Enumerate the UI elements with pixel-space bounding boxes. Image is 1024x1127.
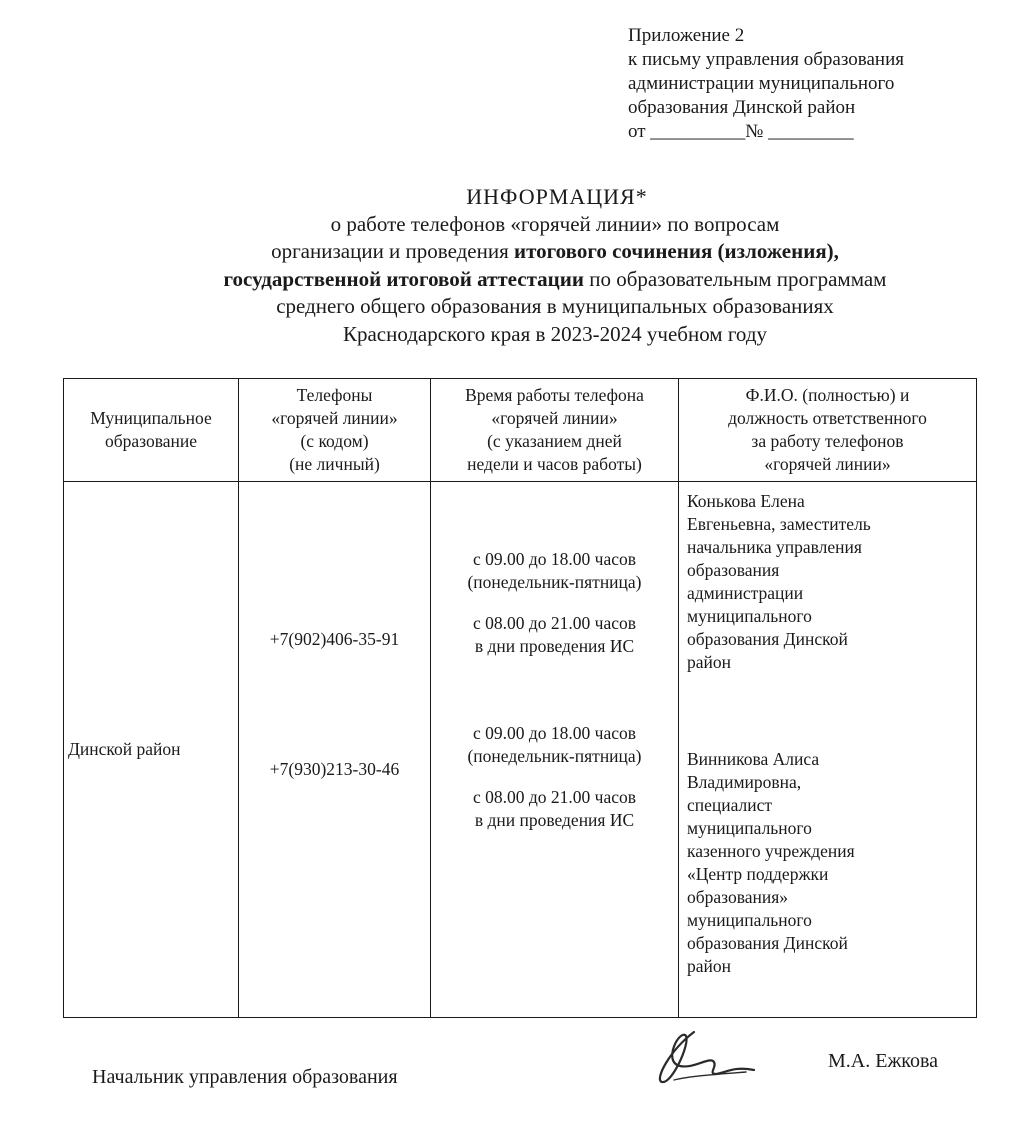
person-line: администрации <box>687 583 804 603</box>
header-responsible <box>679 379 977 482</box>
title-text: по образовательным программам <box>583 266 887 291</box>
person-line: муниципального <box>687 818 812 838</box>
person-line: муниципального <box>687 606 812 626</box>
title-text: организации и проведения <box>271 239 515 263</box>
header-line: недели и часов работы) <box>467 454 642 474</box>
person-line: специалист <box>687 795 773 815</box>
title-line: среднего общего образования в муниципальных образованиях <box>276 294 834 318</box>
person-line: образования» <box>687 887 789 907</box>
spacer <box>431 594 678 612</box>
header-line: Муниципальное <box>90 408 212 428</box>
work-time-line: с 08.00 до 21.00 часов <box>472 787 637 807</box>
person-line: Конькова Елена <box>687 491 805 511</box>
header-work-time <box>431 379 679 482</box>
responsible-person <box>687 748 966 978</box>
person-line: образования Динской <box>687 933 848 953</box>
title-line: Краснодарского края в 2023-2024 учебном году <box>342 321 768 346</box>
cell-work-time <box>431 482 679 1018</box>
appendix-line: от __________№ _________ <box>628 121 854 142</box>
header-line: за работу телефонов <box>751 431 904 451</box>
cell-responsible <box>679 482 977 1018</box>
header-line: (не личный) <box>289 454 380 474</box>
title-bold-text: итогового сочинения (изложения), <box>514 239 839 263</box>
title-bold-text: государственной итоговой аттестации <box>223 266 584 291</box>
header-line: Телефоны <box>296 385 373 405</box>
cell-phones <box>239 482 431 1018</box>
work-time-line: в дни проведения ИС <box>474 636 635 656</box>
appendix-block <box>628 24 904 144</box>
work-time-line: с 09.00 до 18.00 часов <box>472 549 637 569</box>
title-line <box>140 238 970 266</box>
work-time-line: (понедельник-пятница) <box>467 746 642 766</box>
spacer <box>431 768 678 786</box>
hotline-table <box>63 378 977 1018</box>
signer-position: Начальник управления образования <box>92 1066 398 1088</box>
appendix-line: администрации муниципального <box>628 73 895 94</box>
handwritten-signature <box>650 1022 760 1092</box>
header-line: «горячей линии» <box>271 408 398 428</box>
header-line: «горячей линии» <box>764 454 891 474</box>
person-line: Евгеньевна, заместитель <box>687 514 871 534</box>
appendix-line: к письму управления образования <box>628 49 904 70</box>
person-line: муниципального <box>687 910 812 930</box>
signer-name: М.А. Ежкова <box>828 1050 939 1072</box>
phone-number: +7(930)213-30-46 <box>269 759 400 779</box>
title-line: о работе телефонов «горячей линии» по вопросам <box>330 211 780 236</box>
work-time-line: в дни проведения ИС <box>474 810 635 830</box>
header-line: Ф.И.О. (полностью) и <box>745 385 910 405</box>
phone-number: +7(902)406-35-91 <box>269 629 400 649</box>
header-line: должность ответственного <box>728 408 927 428</box>
person-line: район <box>687 956 731 976</box>
person-line: район <box>687 652 731 672</box>
header-line: (с кодом) <box>300 431 369 451</box>
person-line: Винникова Алиса <box>687 749 820 769</box>
table-row <box>64 482 977 1018</box>
appendix-line: образования Динской район <box>628 97 856 118</box>
person-line: начальника управления <box>687 537 862 557</box>
person-line: казенного учреждения <box>687 841 855 861</box>
header-line: «горячей линии» <box>491 408 618 428</box>
table-header-row <box>64 379 977 482</box>
header-municipality <box>64 379 239 482</box>
work-time-line: с 09.00 до 18.00 часов <box>472 723 637 743</box>
header-phones <box>239 379 431 482</box>
header-line: Время работы телефона <box>465 385 644 405</box>
person-line: образования <box>687 560 780 580</box>
work-time-line: с 08.00 до 21.00 часов <box>472 613 637 633</box>
person-line: Владимировна, <box>687 772 802 792</box>
cell-municipality: Динской район <box>64 482 239 1018</box>
header-line: (с указанием дней <box>487 431 622 451</box>
work-time-line: (понедельник-пятница) <box>467 572 642 592</box>
appendix-line: Приложение 2 <box>628 25 745 46</box>
responsible-person <box>687 490 966 674</box>
title-heading: ИНФОРМАЦИЯ* <box>466 184 648 209</box>
header-line: образование <box>104 431 198 451</box>
work-time-block <box>431 548 678 658</box>
title-line <box>140 266 970 294</box>
person-line: «Центр поддержки <box>687 864 829 884</box>
document-title <box>140 183 970 348</box>
person-line: образования Динской <box>687 629 848 649</box>
work-time-block <box>431 722 678 832</box>
